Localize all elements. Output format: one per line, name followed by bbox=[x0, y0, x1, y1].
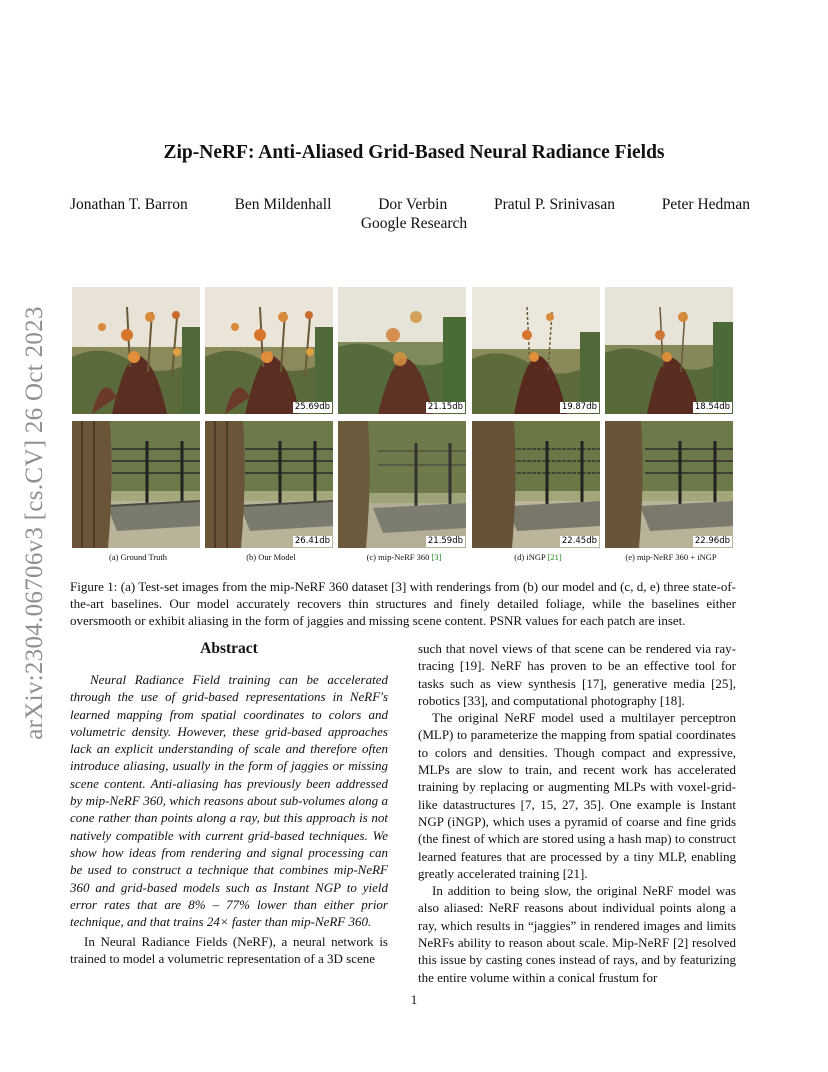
flower-photo-mipnerf360-ingp bbox=[605, 287, 733, 414]
psnr-label: 18.54db bbox=[694, 402, 730, 412]
author: Ben Mildenhall bbox=[234, 196, 332, 213]
arxiv-stamp bbox=[20, 288, 50, 758]
page-number: 1 bbox=[410, 992, 418, 1007]
bench-photo-ingp bbox=[472, 421, 600, 548]
psnr-label: 25.69db bbox=[294, 402, 330, 412]
psnr-label: 19.87db bbox=[561, 402, 597, 412]
bench-photo-mipnerf360 bbox=[338, 421, 466, 548]
flower-photo-ingp bbox=[472, 287, 600, 414]
bench-photo-ground-truth bbox=[72, 421, 200, 548]
arxiv-id: arXiv:2304.06706v3 [cs.CV] 26 Oct 2023 bbox=[21, 306, 48, 740]
paper-title: Zip-NeRF: Anti-Aliased Grid-Based Neural Radiance Fields bbox=[163, 142, 665, 163]
author: Pratul P. Srinivasan bbox=[493, 196, 615, 213]
author: Peter Hedman bbox=[661, 196, 750, 213]
psnr-label: 21.15db bbox=[427, 402, 463, 412]
flower-photo-mipnerf360 bbox=[338, 287, 466, 414]
subfigure-caption: (b) Our Model bbox=[246, 552, 296, 562]
bench-photo-mipnerf360-ingp bbox=[605, 421, 733, 548]
subfigure-caption: (a) Ground Truth bbox=[108, 552, 168, 562]
abstract-heading: Abstract bbox=[200, 640, 258, 657]
figure-1-grid bbox=[72, 287, 734, 549]
psnr-label: 21.59db bbox=[427, 536, 463, 546]
subfigure-captions bbox=[72, 552, 734, 564]
intro-paragraph: In Neural Radiance Fields (NeRF), a neural network is trained to model a volumetric representation of a 3D scene bbox=[70, 934, 388, 967]
psnr-label: 22.45db bbox=[561, 536, 597, 546]
citation-link[interactable]: [21] bbox=[547, 552, 562, 562]
paragraph: In addition to being slow, the original NeRF model was also aliased: NeRF reasons about individual points along a ray, which results in “jaggies” in rendered images and limits NeRFs ability to reason about scale. Mip-NeRF [2] resolved this issue by casting cones instead of rays, and by featurizing the entire volume within a conical frustum for bbox=[418, 883, 736, 985]
subfigure-caption: (e) mip-NeRF 360 + iNGP bbox=[625, 552, 717, 562]
citation-link[interactable]: [3] bbox=[431, 552, 442, 562]
author-list bbox=[70, 196, 750, 214]
right-column bbox=[418, 640, 736, 986]
subfigure-caption: (c) mip-NeRF 360 [3] bbox=[366, 552, 442, 562]
author: Dor Verbin bbox=[378, 196, 448, 213]
bench-photo-our-model bbox=[205, 421, 333, 548]
flower-photo-our-model bbox=[205, 287, 333, 414]
abstract-text: Neural Radiance Field training can be accelerated through the use of grid-based representations in NeRF's learned mapping from spatial coordinates to colors and volumetric density. However, these grid-based approaches lack an explicit understanding of scale and therefore often introduce aliasing, usually in the form of jaggies or missing scene content. Anti-aliasing has previously been addressed by mip-NeRF 360, which reasons about sub-volumes along a cone rather than points along a ray, but this approach is not natively compatible with current grid-based techniques. We show how ideas from rendering and signal processing can be used to construct a technique that combines mip-NeRF 360 and grid-based models such as Instant NGP to yield error rates that are 8% – 77% lower than either prior technique, and that trains 24× faster than mip-NeRF 360. bbox=[70, 672, 388, 930]
author: Jonathan T. Barron bbox=[70, 196, 188, 213]
psnr-label: 22.96db bbox=[694, 536, 730, 546]
flower-photo-ground-truth bbox=[72, 287, 200, 414]
affiliation: Google Research bbox=[360, 215, 468, 232]
paragraph: such that novel views of that scene can be rendered via ray-tracing [19]. NeRF has proven to be an effective tool for tasks such as view synthesis [17], generative media [25], robotics [33], and computational photography [18]. bbox=[418, 641, 736, 708]
psnr-label: 26.41db bbox=[294, 536, 330, 546]
paragraph: The original NeRF model used a multilayer perceptron (MLP) to parameterize the mapping from spatial coordinates to colors and densities. Though compact and expressive, MLPs are slow to train, and recent work has accelerated training by replacing or augmenting MLPs with voxel-grid-like datastructures [7, 15, 27, 35]. One example is Instant NGP (iNGP), which uses a pyramid of coarse and fine grids (the finest of which are stored using a hash map) to construct learned features that are processed by a tiny MLP, enabling greatly accelerated training [21]. bbox=[418, 710, 736, 881]
subfigure-caption: (d) iNGP [21] bbox=[514, 552, 562, 562]
figure-caption: Figure 1: (a) Test-set images from the mip-NeRF 360 dataset [3] with renderings from (b) our model and (c, d, e) three state-of-the-art baselines. Our model accurately recovers thin structures and finely detailed foliage, while the baselines either oversmooth or exhibit aliasing in the form of jaggies and missing scene content. PSNR values for each patch are inset. bbox=[70, 579, 736, 628]
